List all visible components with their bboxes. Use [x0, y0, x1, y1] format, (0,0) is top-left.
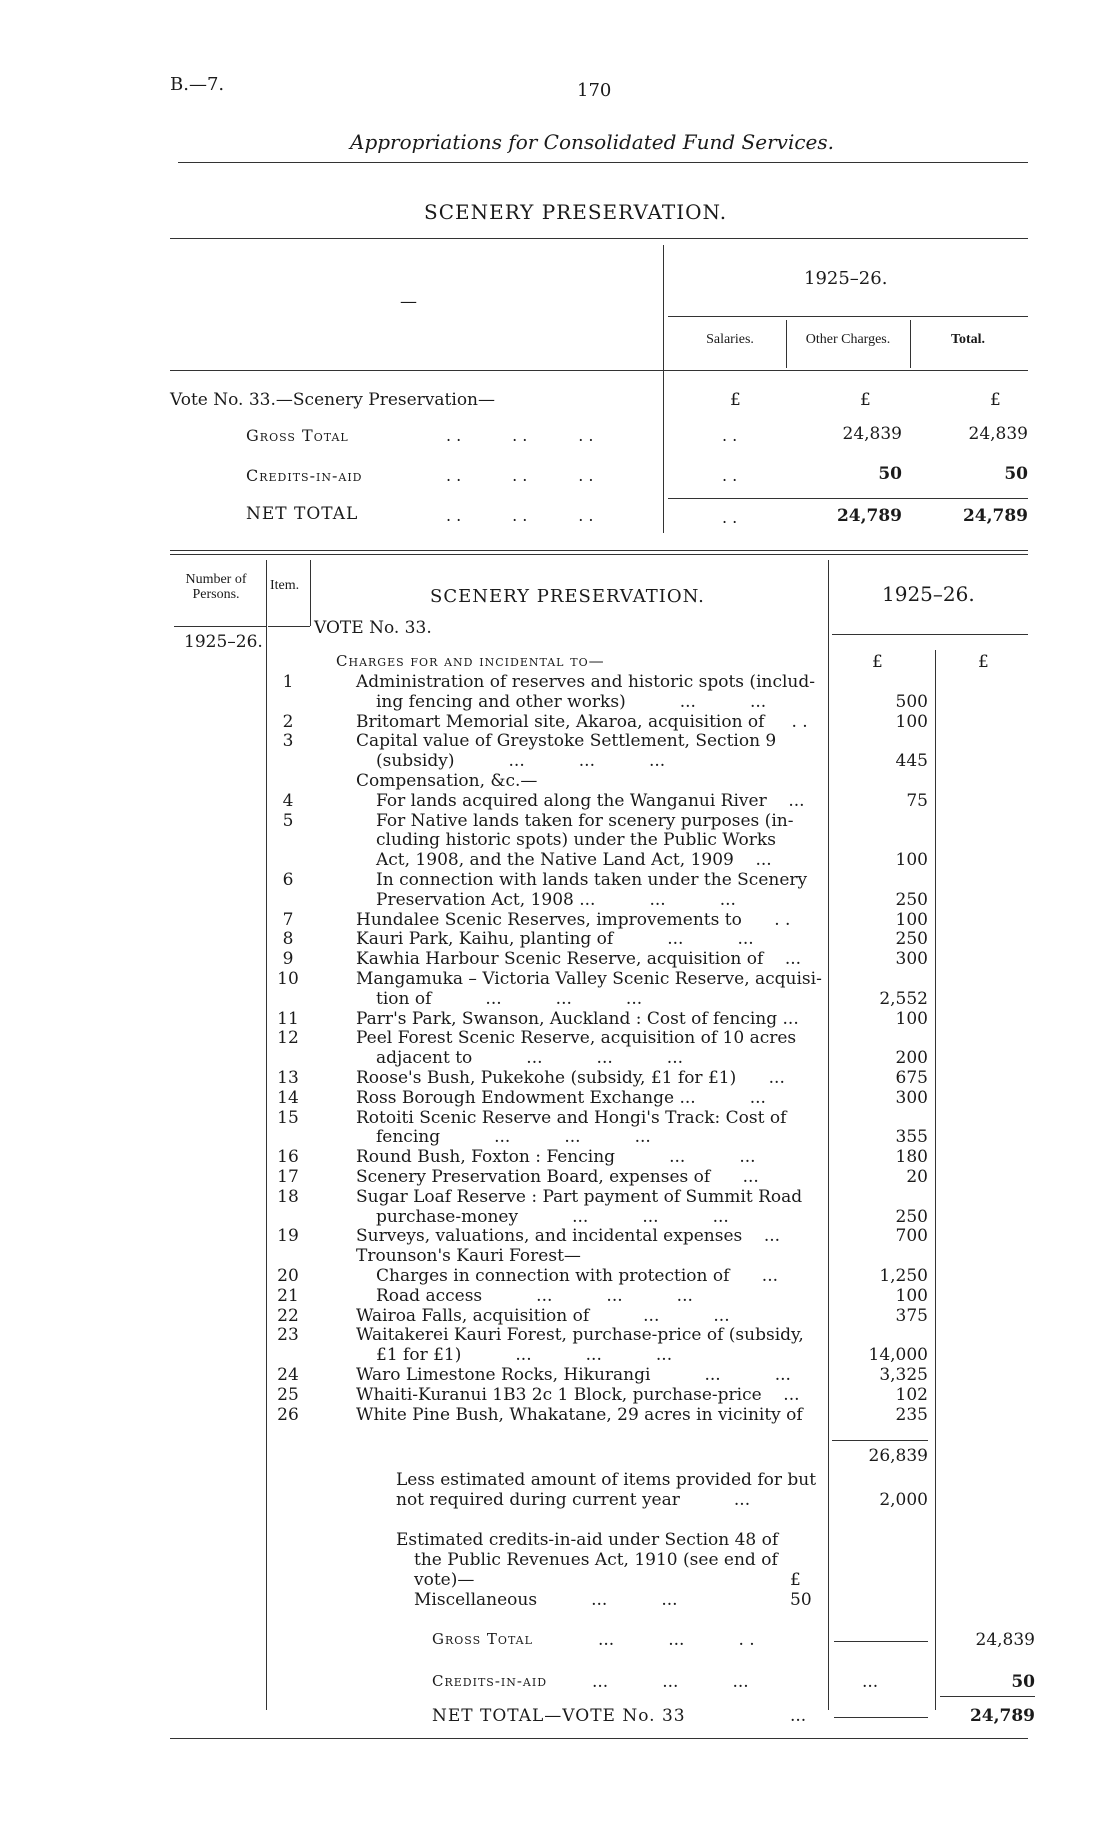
- net-total-rule: [940, 1696, 1035, 1697]
- item-description: Trounson's Kauri Forest—: [356, 1246, 581, 1266]
- summary-header-rule: [170, 370, 1028, 371]
- item-description: Waitakerei Kauri Forest, purchase-price of (subsidy,: [356, 1325, 804, 1345]
- page-reference: B.—7.: [170, 74, 225, 95]
- detail-header-rule: [832, 634, 1028, 635]
- summary-col-divider: [786, 320, 787, 368]
- item-amount: 235: [895, 1405, 928, 1425]
- item-description: Preservation Act, 1908 ... ... ...: [376, 890, 736, 910]
- credits-mid-dots: ...: [862, 1672, 879, 1692]
- vote-number: VOTE No. 33.: [314, 618, 432, 638]
- detail-col-divider: [935, 650, 936, 1710]
- pound-sign: £: [860, 390, 871, 410]
- leader-dots: . . . . . .: [446, 466, 594, 485]
- item-description: Compensation, &c.—: [356, 771, 538, 791]
- subtotal-rule: [832, 1440, 928, 1441]
- page-title: SCENERY PRESERVATION.: [424, 200, 728, 224]
- item-description: Mangamuka – Victoria Valley Scenic Reserve, acquisi-: [356, 969, 822, 989]
- item-description: White Pine Bush, Whakatane, 29 acres in vicinity of: [356, 1405, 803, 1425]
- item-amount: 250: [895, 890, 928, 910]
- leader-dots: ...: [790, 1706, 807, 1726]
- item-number: 7: [282, 910, 294, 930]
- item-description: Peel Forest Scenic Reserve, acquisition of 10 acres: [356, 1028, 797, 1048]
- misc-label: Miscellaneous ... ...: [414, 1590, 678, 1610]
- item-number: 6: [282, 870, 294, 890]
- summary-total-credits: 50: [1004, 464, 1028, 484]
- item-amount: 100: [895, 1009, 928, 1029]
- detail-year: 1925–26.: [882, 582, 975, 606]
- item-number: 9: [282, 949, 294, 969]
- detail-col-divider: [310, 560, 311, 626]
- item-description: Kawhia Harbour Scenic Reserve, acquisition of ...: [356, 949, 802, 969]
- item-number: 23: [277, 1325, 299, 1345]
- item-amount: 1,250: [879, 1266, 928, 1286]
- item-description: Waro Limestone Rocks, Hikurangi ... ...: [356, 1365, 791, 1385]
- subtotal-amount: 26,839: [868, 1446, 928, 1466]
- page-number: 170: [577, 80, 612, 101]
- summary-salaries-net: . .: [722, 508, 738, 527]
- item-number: 21: [277, 1286, 299, 1306]
- page-subtitle: Appropriations for Consolidated Fund Services.: [350, 130, 835, 154]
- detail-col-divider: [266, 560, 267, 1710]
- item-amount: 180: [895, 1147, 928, 1167]
- item-amount: 100: [895, 850, 928, 870]
- item-number: 13: [277, 1068, 299, 1088]
- item-number: 18: [277, 1187, 299, 1207]
- item-amount: 100: [895, 712, 928, 732]
- item-description: Round Bush, Foxton : Fencing ... ...: [356, 1147, 756, 1167]
- item-amount: 250: [895, 1207, 928, 1227]
- item-number: 5: [282, 811, 294, 831]
- item-amount: 300: [895, 949, 928, 969]
- summary-total-net: 24,789: [962, 506, 1028, 526]
- summary-year: 1925–26.: [804, 268, 888, 289]
- item-amount: 500: [895, 692, 928, 712]
- item-amount: 300: [895, 1088, 928, 1108]
- detail-col-divider: [828, 560, 829, 1710]
- item-description: adjacent to ... ... ...: [376, 1048, 684, 1068]
- item-amount: 2,552: [879, 989, 928, 1009]
- item-number: 10: [277, 969, 299, 989]
- item-description: Surveys, valuations, and incidental expenses ...: [356, 1226, 781, 1246]
- item-amount: 700: [895, 1226, 928, 1246]
- item-description: (subsidy) ... ... ...: [376, 751, 666, 771]
- header-rule: [178, 162, 1028, 163]
- item-number: 1: [282, 672, 294, 692]
- less-line-2: not required during current year ...: [396, 1490, 751, 1510]
- item-amount: 355: [895, 1127, 928, 1147]
- item-amount: 20: [906, 1167, 928, 1187]
- item-description: Charges in connection with protection of ...: [376, 1266, 779, 1286]
- item-description: Wairoa Falls, acquisition of ... ...: [356, 1306, 730, 1326]
- item-number: 25: [277, 1385, 299, 1405]
- persons-year: 1925–26.: [184, 632, 263, 652]
- item-description: Kauri Park, Kaihu, planting of ... ...: [356, 929, 754, 949]
- item-number: 26: [277, 1405, 299, 1425]
- credits-in-aid-amount: 50: [1011, 1672, 1035, 1692]
- leader-dots: ... ... . .: [598, 1630, 755, 1650]
- less-line-1: Less estimated amount of items provided for but: [396, 1470, 817, 1490]
- summary-salaries-gross: . .: [722, 426, 738, 445]
- summary-other-credits: 50: [878, 464, 902, 484]
- summary-label-gross: Gross Total: [246, 426, 349, 445]
- item-number: 12: [277, 1028, 299, 1048]
- item-number: 4: [282, 791, 294, 811]
- item-number: 22: [277, 1306, 299, 1326]
- summary-other-net: 24,789: [836, 506, 902, 526]
- item-amount: 75: [906, 791, 928, 811]
- item-amount: 375: [895, 1306, 928, 1326]
- gross-total-label: Gross Total: [432, 1630, 533, 1648]
- item-description: fencing ... ... ...: [376, 1127, 651, 1147]
- detail-header-rule: [174, 626, 266, 627]
- item-number: 11: [277, 1009, 299, 1029]
- misc-amount: 50: [790, 1590, 812, 1610]
- summary-year-rule: [668, 316, 1028, 317]
- summary-col-divider: [910, 320, 911, 368]
- detail-title: SCENERY PRESERVATION.: [430, 586, 705, 607]
- summary-label-net: NET TOTAL: [246, 504, 359, 524]
- item-number: 8: [282, 929, 294, 949]
- net-total-rule: [834, 1717, 928, 1718]
- summary-col-divider: [663, 245, 664, 533]
- item-description: Rotoiti Scenic Reserve and Hongi's Track: Cost of: [356, 1108, 787, 1128]
- item-amount: 445: [895, 751, 928, 771]
- item-description: Britomart Memorial site, Akaroa, acquisition of . .: [356, 712, 808, 732]
- gross-total-rule: [834, 1641, 928, 1642]
- pound-sign: £: [790, 1570, 801, 1590]
- item-number: 16: [277, 1147, 299, 1167]
- col-total: Total.: [950, 332, 986, 347]
- net-total-amount: 24,789: [969, 1706, 1035, 1726]
- item-number: 2: [282, 712, 294, 732]
- item-number: 19: [277, 1226, 299, 1246]
- item-description: In connection with lands taken under the Scenery: [376, 870, 808, 890]
- item-description: Administration of reserves and historic spots (includ-: [356, 672, 815, 692]
- item-amount: 675: [895, 1068, 928, 1088]
- item-description: purchase-money ... ... ...: [376, 1207, 729, 1227]
- leader-dots: . . . . . .: [446, 426, 594, 445]
- item-description: ing fencing and other works) ... ...: [376, 692, 767, 712]
- item-description: For lands acquired along the Wanganui River ...: [376, 791, 805, 811]
- item-number: 15: [277, 1108, 299, 1128]
- item-description: Capital value of Greystoke Settlement, Section 9: [356, 731, 777, 751]
- summary-label-credits: Credits-in-aid: [246, 466, 363, 485]
- item-description: Road access ... ... ...: [376, 1286, 693, 1306]
- pound-sign: £: [978, 652, 989, 672]
- item-description: Parr's Park, Swanson, Auckland : Cost of fencing ...: [356, 1009, 799, 1029]
- item-number: 14: [277, 1088, 299, 1108]
- item-number: 3: [282, 731, 294, 751]
- item-description: Scenery Preservation Board, expenses of ...: [356, 1167, 759, 1187]
- item-description: Act, 1908, and the Native Land Act, 1909 ...: [376, 850, 772, 870]
- item-number: 17: [277, 1167, 299, 1187]
- item-description: Whaiti-Kuranui 1B3 2c 1 Block, purchase-price ...: [356, 1385, 800, 1405]
- leader-dots: ... ... ...: [592, 1672, 749, 1692]
- pound-sign: £: [872, 652, 883, 672]
- credits-line-1: Estimated credits-in-aid under Section 48 of: [396, 1530, 779, 1550]
- item-amount: 3,325: [879, 1365, 928, 1385]
- net-total-label: NET TOTAL—VOTE No. 33: [432, 1706, 686, 1726]
- item-description: Roose's Bush, Pukekohe (subsidy, £1 for £1) ...: [356, 1068, 785, 1088]
- summary-dash: —: [400, 292, 417, 312]
- section-rule: [170, 554, 1028, 555]
- item-description: £1 for £1) ... ... ...: [376, 1345, 673, 1365]
- credits-line-3: vote)—: [414, 1570, 475, 1590]
- item-amount: 102: [895, 1385, 928, 1405]
- item-amount: 250: [895, 929, 928, 949]
- item-description: Hundalee Scenic Reserves, improvements to . .: [356, 910, 791, 930]
- col-salaries: Salaries.: [706, 332, 754, 347]
- item-amount: 100: [895, 1286, 928, 1306]
- detail-header-rule: [268, 626, 310, 627]
- item-description: For Native lands taken for scenery purposes (in-: [376, 811, 794, 831]
- section-rule: [170, 550, 1028, 551]
- item-amount: 200: [895, 1048, 928, 1068]
- col-item: Item.: [270, 578, 300, 593]
- item-number: 24: [277, 1365, 299, 1385]
- item-amount: 100: [895, 910, 928, 930]
- summary-salaries-credits: . .: [722, 466, 738, 485]
- charges-heading: Charges for and incidental to—: [336, 652, 605, 670]
- item-amount: 14,000: [868, 1345, 928, 1365]
- item-description: tion of ... ... ...: [376, 989, 643, 1009]
- gross-total-amount: 24,839: [975, 1630, 1035, 1650]
- pound-sign: £: [990, 390, 1001, 410]
- vote-label: Vote No. 33.—Scenery Preservation—: [170, 390, 496, 410]
- credits-line-2: the Public Revenues Act, 1910 (see end of: [414, 1550, 778, 1570]
- less-amount: 2,000: [879, 1490, 928, 1510]
- leader-dots: . . . . . .: [446, 506, 594, 525]
- item-description: Ross Borough Endowment Exchange ... ...: [356, 1088, 766, 1108]
- net-total-rule: [668, 498, 1028, 499]
- footer-rule: [170, 1738, 1028, 1739]
- col-other-charges: Other Charges.: [805, 332, 891, 347]
- col-number-of-persons: Number of Persons.: [185, 572, 247, 602]
- item-description: cluding historic spots) under the Public Works: [376, 830, 776, 850]
- pound-sign: £: [730, 390, 741, 410]
- item-description: Sugar Loaf Reserve : Part payment of Summit Road: [356, 1187, 803, 1207]
- title-rule: [170, 238, 1028, 239]
- summary-total-gross: 24,839: [968, 424, 1028, 444]
- summary-other-gross: 24,839: [842, 424, 902, 444]
- credits-in-aid-label: Credits-in-aid: [432, 1672, 548, 1690]
- item-number: 20: [277, 1266, 299, 1286]
